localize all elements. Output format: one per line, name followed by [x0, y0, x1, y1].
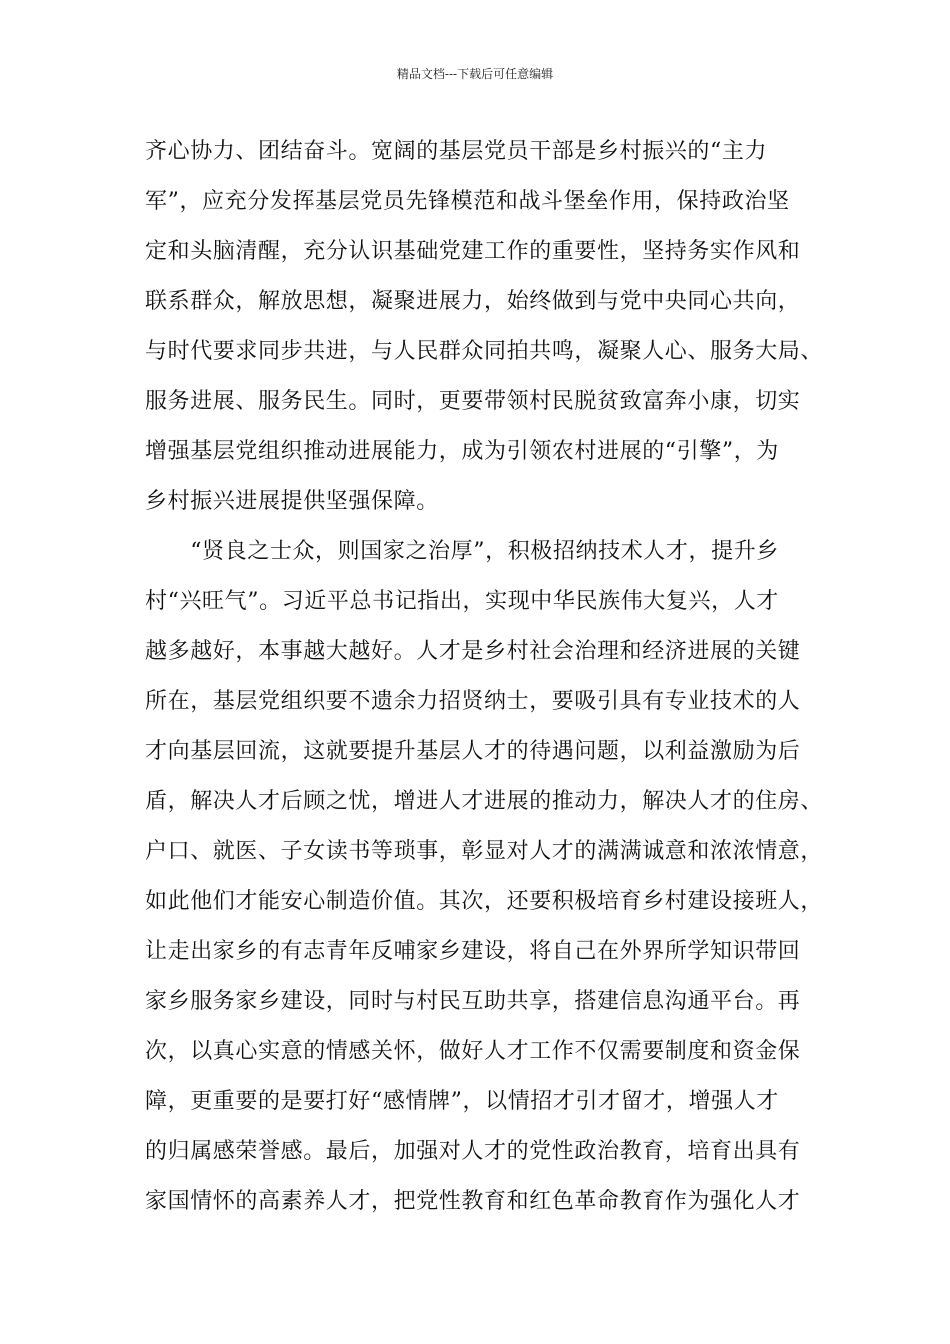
paragraph-1: [145, 127, 835, 527]
text-line: 家乡服务家乡建设，同时与村民互助共享，搭建信息沟通平台。再: [145, 989, 801, 1014]
text-line: 联系群众，解放思想，凝聚进展力，始终做到与党中央同心共向，: [145, 289, 801, 314]
text-line: 户口、就医、子女读书等琐事，彰显对人才的满满诚意和浓浓情意，: [145, 839, 824, 864]
text-line: 军”，应充分发挥基层党员先锋模范和战斗堡垒作用，保持政治坚: [145, 189, 790, 214]
document-body: [145, 127, 835, 1227]
text-line: 与时代要求同步共进，与人民群众同拍共鸣，凝聚人心、服务大局、: [145, 339, 824, 364]
text-line: 服务进展、服务民生。同时，更要带领村民脱贫致富奔小康，切实: [145, 389, 801, 414]
page-header: 精品文档---下载后可任意编辑: [396, 67, 554, 81]
text-line: 才向基层回流，这就要提升基层人才的待遇问题，以利益激励为后: [145, 739, 801, 764]
text-line: 如此他们才能安心制造价值。其次，还要积极培育乡村建设接班人，: [145, 889, 824, 914]
text-line: 乡村振兴进展提供坚强保障。: [145, 489, 439, 514]
text-line: 所在，基层党组织要不遗余力招贤纳士，要吸引具有专业技术的人: [145, 689, 801, 714]
text-line: 的归属感荣誉感。最后，加强对人才的党性政治教育，培育出具有: [145, 1139, 801, 1164]
text-line: “贤良之士众，则国家之治厚”，积极招纳技术人才，提升乡: [145, 539, 779, 564]
paragraph-2: [145, 527, 835, 1227]
text-line: 定和头脑清醒，充分认识基础党建工作的重要性，坚持务实作风和: [145, 239, 801, 264]
text-line: 盾，解决人才后顾之忧，增进人才进展的推动力，解决人才的住房、: [145, 789, 824, 814]
text-line: 齐心协力、团结奋斗。宽阔的基层党员干部是乡村振兴的“主力: [145, 139, 768, 164]
text-line: 让走出家乡的有志青年反哺家乡建设，将自己在外界所学知识带回: [145, 939, 801, 964]
text-line: 次，以真心实意的情感关怀，做好人才工作不仅需要制度和资金保: [145, 1039, 801, 1064]
text-line: 村“兴旺气”。习近平总书记指出，实现中华民族伟大复兴，人才: [145, 589, 779, 614]
text-line: 增强基层党组织推动进展能力，成为引领农村进展的“引擎”，为: [145, 439, 779, 464]
text-line: 障，更重要的是要打好“感情牌”，以情招才引才留才，增强人才: [145, 1089, 779, 1114]
text-line: 越多越好，本事越大越好。人才是乡村社会治理和经济进展的关键: [145, 639, 801, 664]
text-line: 家国情怀的高素养人才，把党性教育和红色革命教育作为强化人才: [145, 1189, 801, 1214]
